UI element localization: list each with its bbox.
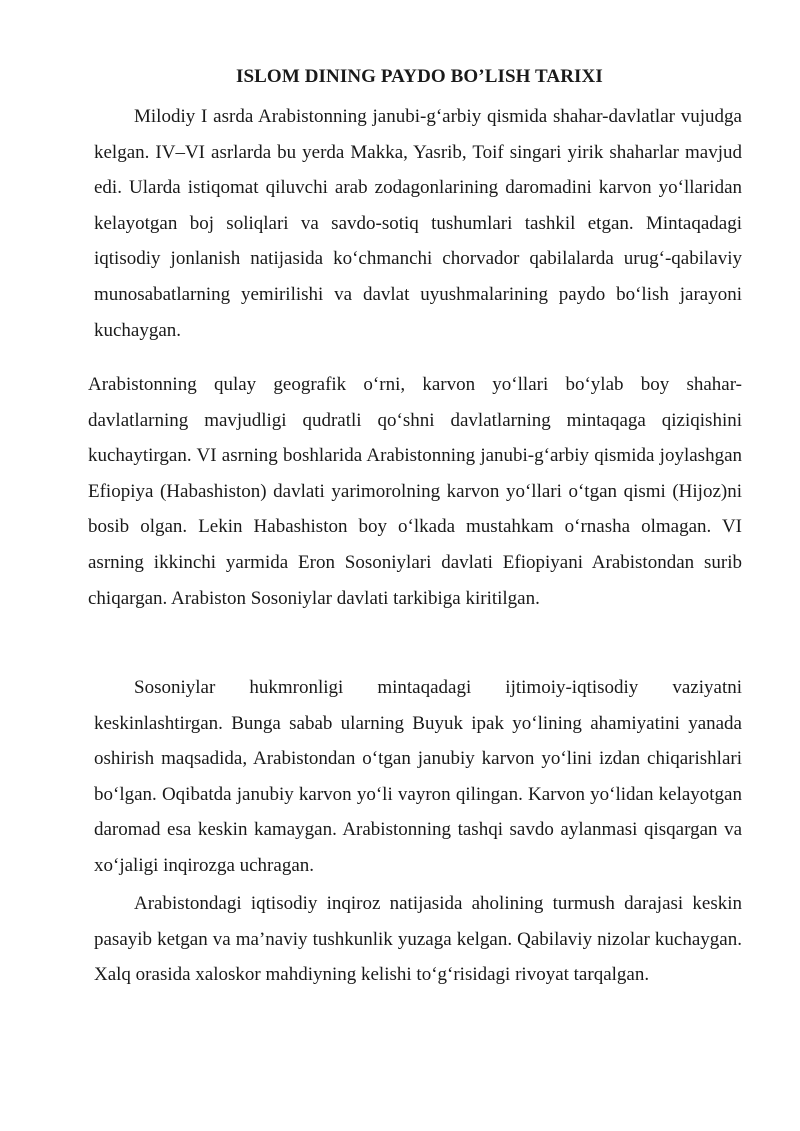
- paragraph-4: Arabistondagi iqtisodiy inqiroz natijasida aholining turmush darajasi keskin pasayib ketgan va ma’naviy tushkunlik yuzaga kelgan. Qabilaviy nizolar kuchaygan. Xalq orasida xaloskor mahdiyning kelishi to‘g‘risidagi rivoyat tarqalgan.: [94, 893, 742, 986]
- document-title: ISLOM DINING PAYDO BO’LISH TARIXI: [236, 66, 603, 87]
- paragraph-1: Milodiy I asrda Arabistonning janubi-g‘arbiy qismida shahar-davlatlar vujudga kelgan. IV–VI asrlarda bu yerda Makka, Yasrib, Toif singari yirik shaharlar mavjud edi. Ularda istiqomat qiluvchi arab zodagonlarining daromadini karvon yo‘llaridan kelayotgan boj soliqlari va savdo-sotiq tushumlari tashkil etgan. Mintaqadagi iqtisodiy jonlanish natijasida ko‘chmanchi chorvador qabilalarda urug‘-qabilaviy munosabatlarning yemirilishi va davlat uyushmalarining paydo bo‘lish jarayoni kuchaygan.: [94, 106, 742, 341]
- paragraph-2: Arabistonning qulay geografik o‘rni, karvon yo‘llari bo‘ylab boy shahar-davlatlarning mavjudligi qudratli qo‘shni davlatlarning mintaqaga qiziqishini kuchaytirgan. VI asrning boshlarida Arabistonning janubi-g‘arbiy qismida joylashgan Efiopiya (Habashiston) davlati yarimorolning karvon yo‘llari o‘tgan qismi (Hijoz)ni bosib olgan. Lekin Habashiston boy o‘lkada mustahkam o‘rnasha olmagan. VI asrning ikkinchi yarmida Eron Sosoniylari davlati Efiopiyani Arabistondan surib chiqargan. Arabiston Sosoniylar davlati tarkibiga kiritilgan.: [88, 374, 742, 609]
- paragraph-3: Sosoniylar hukmronligi mintaqadagi ijtimoiy-iqtisodiy vaziyatni keskinlashtirgan. Bunga sabab ularning Buyuk ipak yo‘lining ahamiyatini yanada oshirish maqsadida, Arabistondan o‘tgan janubiy karvon yo‘lini izdan chiqarishlari bo‘lgan. Oqibatda janubiy karvon yo‘li vayron qilingan. Karvon yo‘lidan kelayotgan daromad esa keskin kamaygan. Arabistonning tashqi savdo aylanmasi qisqargan va xo‘jaligi inqirozga uchragan.: [94, 677, 742, 876]
